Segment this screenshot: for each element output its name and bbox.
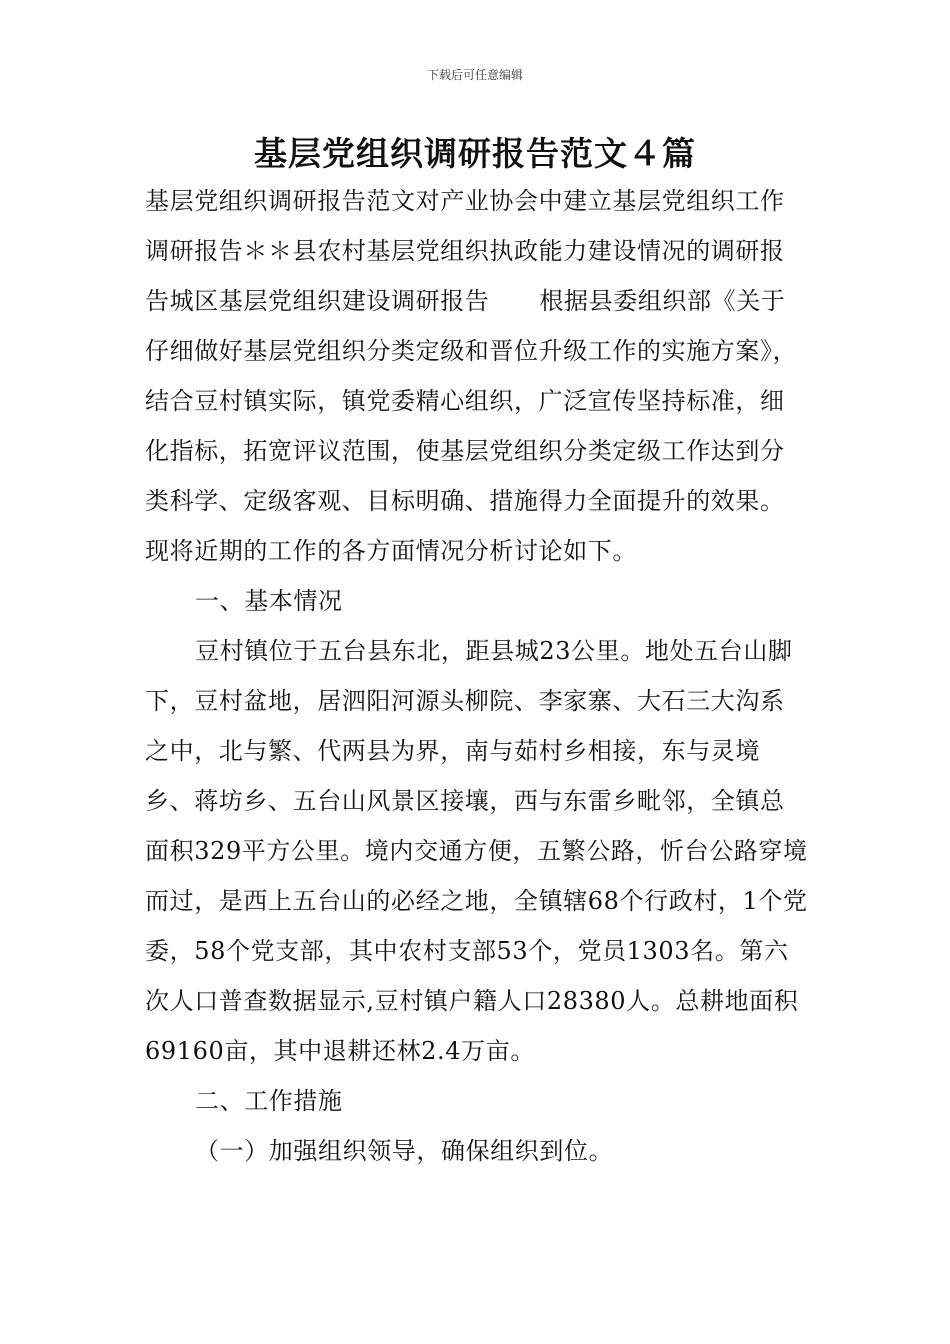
section-heading-measures: 二、工作措施 <box>195 1087 343 1115</box>
document-body <box>145 176 809 1176</box>
header-note: 下载后可任意编辑 <box>426 68 523 82</box>
subsection-heading-leadership: （一）加强组织领导，确保组织到位。 <box>195 1137 614 1165</box>
intro-summary: 基层党组织调研报告范文对产业协会中建立基层党组织工作调研报告＊＊县农村基层党组织执政能力建设情况的调研报告城区基层党组织建设调研报告 <box>145 187 785 315</box>
intro-paragraph <box>145 176 809 576</box>
section-body-basic: 豆村镇位于五台县东北，距县城23公里。地处五台山脚下，豆村盆地，居泗阳河源头柳院、李家寨、大石三大沟系之中，北与繁、代两县为界，南与茹村乡相接，东与灵境乡、蒋坊乡、五台山风景区接壤，西与东雷乡毗邻，全镇总面积329平方公里。境内交通方便，五繁公路，忻台公路穿境而过，是西上五台山的必经之地，全镇辖68个行政村，1个党委，58个党支部，其中农村支部53个，党员1303名。第六次人口普查数据显示,豆村镇户籍人口28380人。总耕地面积69160亩，其中退耕还林2.4万亩。 <box>145 637 808 1065</box>
section-heading-basic: 一、基本情况 <box>195 587 343 615</box>
document-title: 基层党组织调研报告范文４篇 <box>254 134 696 173</box>
intro-text: 根据县委组织部《关于仔细做好基层党组织分类定级和晋位升级工作的实施方案》，结合豆村镇实际，镇党委精心组织，广泛宣传坚持标准，细化指标，拓宽评议范围，使基层党组织分类定级工作达到分类科学、定级客观、目标明确、措施得力全面提升的效果。现将近期的工作的各方面情况分析讨论如下。 <box>145 287 798 565</box>
